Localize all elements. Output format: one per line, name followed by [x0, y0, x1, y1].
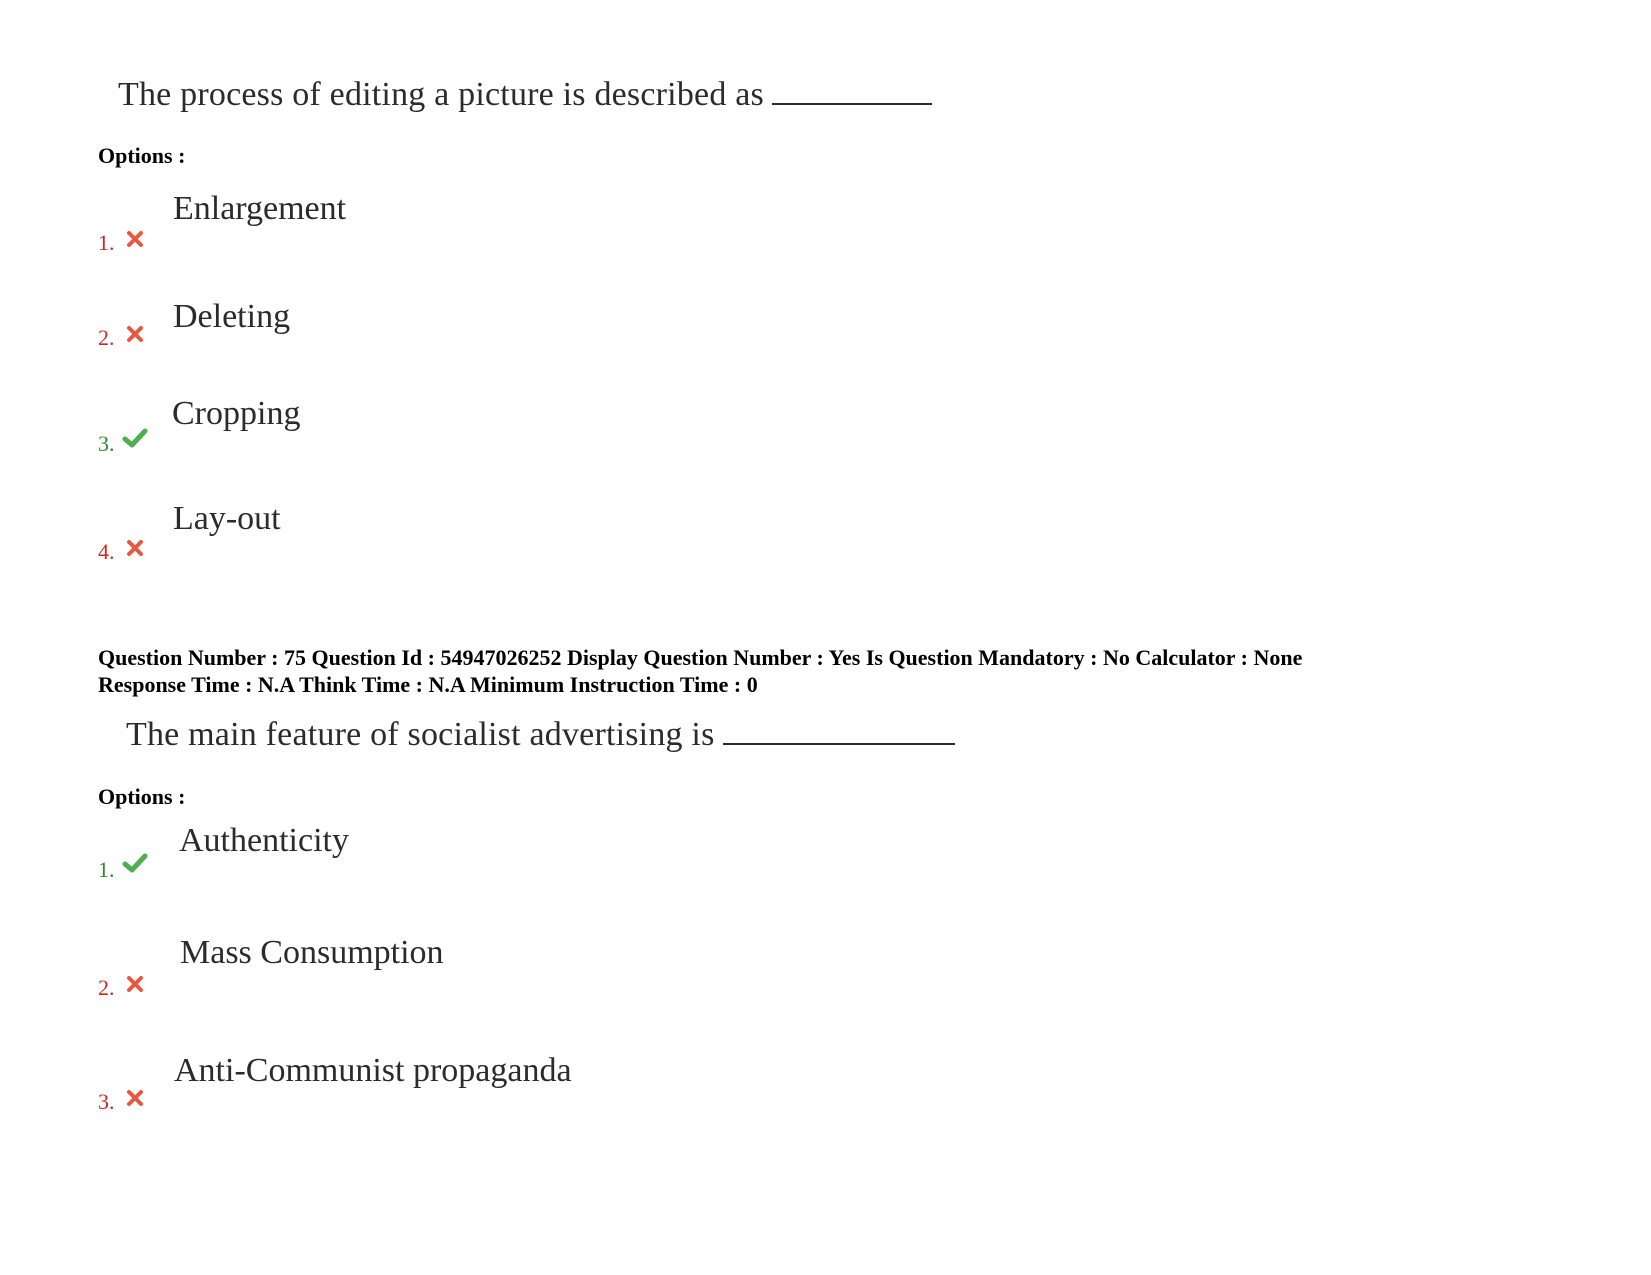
option-number: 3.	[98, 431, 115, 456]
option-number: 4.	[98, 539, 115, 564]
option-number: 2.	[98, 975, 115, 1000]
cross-icon	[125, 324, 145, 344]
cross-icon	[125, 538, 145, 558]
option-text: Lay-out	[173, 500, 281, 537]
cross-icon	[125, 974, 145, 994]
question-meta-line: Response Time : N.A Think Time : N.A Minimum Instruction Time : 0	[98, 672, 758, 697]
option-number: 1.	[98, 230, 115, 255]
answer-blank	[772, 77, 932, 105]
question-text-content: The process of editing a picture is described as	[118, 76, 764, 113]
options-label: Options :	[98, 784, 186, 809]
option-text: Mass Consumption	[180, 934, 444, 971]
check-icon	[122, 853, 148, 873]
option-number: 3.	[98, 1089, 115, 1114]
option-text: Anti-Communist propaganda	[174, 1052, 572, 1089]
option-text: Authenticity	[179, 822, 349, 859]
question-meta	[98, 644, 1302, 698]
question-text	[118, 76, 932, 114]
check-icon	[122, 428, 148, 448]
question-meta-line: Question Number : 75 Question Id : 54947026252 Display Question Number : Yes Is Question Mandatory : No Calculator : None	[98, 645, 1303, 670]
answer-blank	[723, 717, 955, 745]
option-number: 1.	[98, 857, 115, 882]
cross-icon	[125, 229, 145, 249]
option-number: 2.	[98, 325, 115, 350]
question-text-content: The main feature of socialist advertising is	[126, 716, 715, 753]
option-text: Enlargement	[173, 190, 347, 227]
option-text: Deleting	[173, 298, 291, 335]
cross-icon	[125, 1088, 145, 1108]
options-label: Options :	[98, 143, 186, 168]
question-text	[126, 716, 955, 754]
option-text: Cropping	[172, 395, 301, 432]
